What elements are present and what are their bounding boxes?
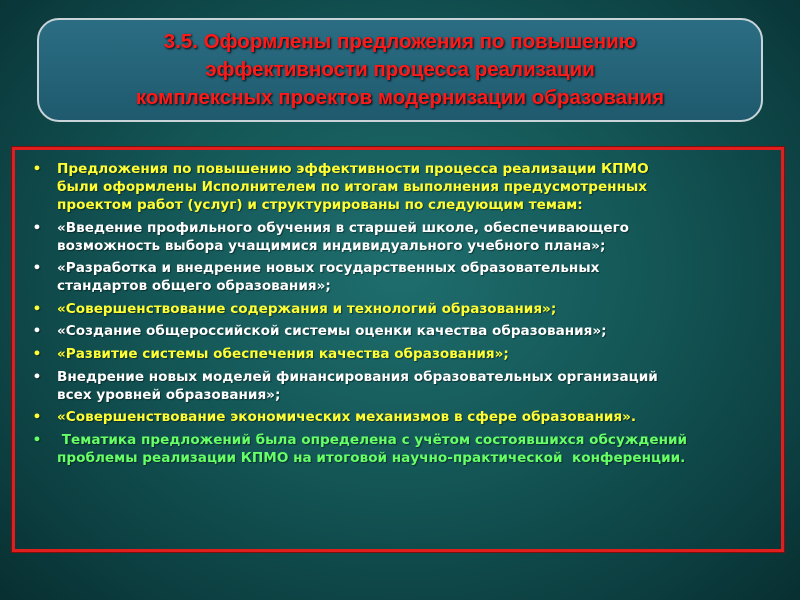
list-item [27,431,767,467]
bullet-list [27,160,767,467]
bullet-icon: • [32,368,42,385]
list-item [27,219,767,255]
list-item [27,160,767,214]
list-item [27,345,767,363]
list-item-line: «Развитие системы обеспечения качества образования»; [57,345,509,362]
list-item-line: Внедрение новых моделей финансирования образовательных организаций [57,368,658,385]
list-item-line: «Введение профильного обучения в старшей школе, обеспечивающего [57,219,630,236]
list-item-line: были оформлены Исполнителем по итогам выполнения предусмотренных [57,179,648,195]
bullet-icon: • [32,161,42,177]
bullet-icon: • [32,300,42,317]
list-item [27,300,767,318]
list-item [27,368,767,404]
list-item-line: всех уровней образования»; [57,386,281,403]
bullet-icon: • [32,219,42,236]
bullet-icon: • [32,323,42,340]
list-item-line: «Разработка и внедрение новых государственных образовательных [57,260,600,277]
list-item [27,322,767,340]
slide-title-line: 3.5. Оформлены предложения по повышению [163,30,637,53]
slide-title-line: комплексных проектов модернизации образования [135,86,665,109]
bullet-icon: • [32,409,42,426]
bullet-icon: • [32,260,42,277]
content-frame [12,147,784,552]
bullet-icon: • [32,345,42,362]
list-item-line: возможность выбора учащимися индивидуального учебного плана»; [57,237,606,254]
list-item-line: проблемы реализации КПМО на итоговой научно-практической конференции. [57,449,686,466]
list-item-line: «Создание общероссийской системы оценки качества образования»; [57,323,607,340]
list-item [27,408,767,426]
list-item-line: «Совершенствование экономических механизмов в сфере образования». [57,409,637,426]
list-item [27,259,767,295]
list-item-line: проектом работ (услуг) и структурированы по следующим темам: [57,197,583,213]
list-item-line: Предложения по повышению эффективности процесса реализации КПМО [57,161,649,177]
list-item-line: Тематика предложений была определена с учётом состоявшихся обсуждений [57,431,688,448]
slide-title [50,28,750,112]
title-box [37,18,763,122]
list-item-line: стандартов общего образования»; [57,278,331,295]
bullet-icon: • [32,431,42,448]
slide-title-line: эффективности процесса реализации [205,58,595,81]
list-item-line: «Совершенствование содержания и технологий образования»; [57,300,557,317]
